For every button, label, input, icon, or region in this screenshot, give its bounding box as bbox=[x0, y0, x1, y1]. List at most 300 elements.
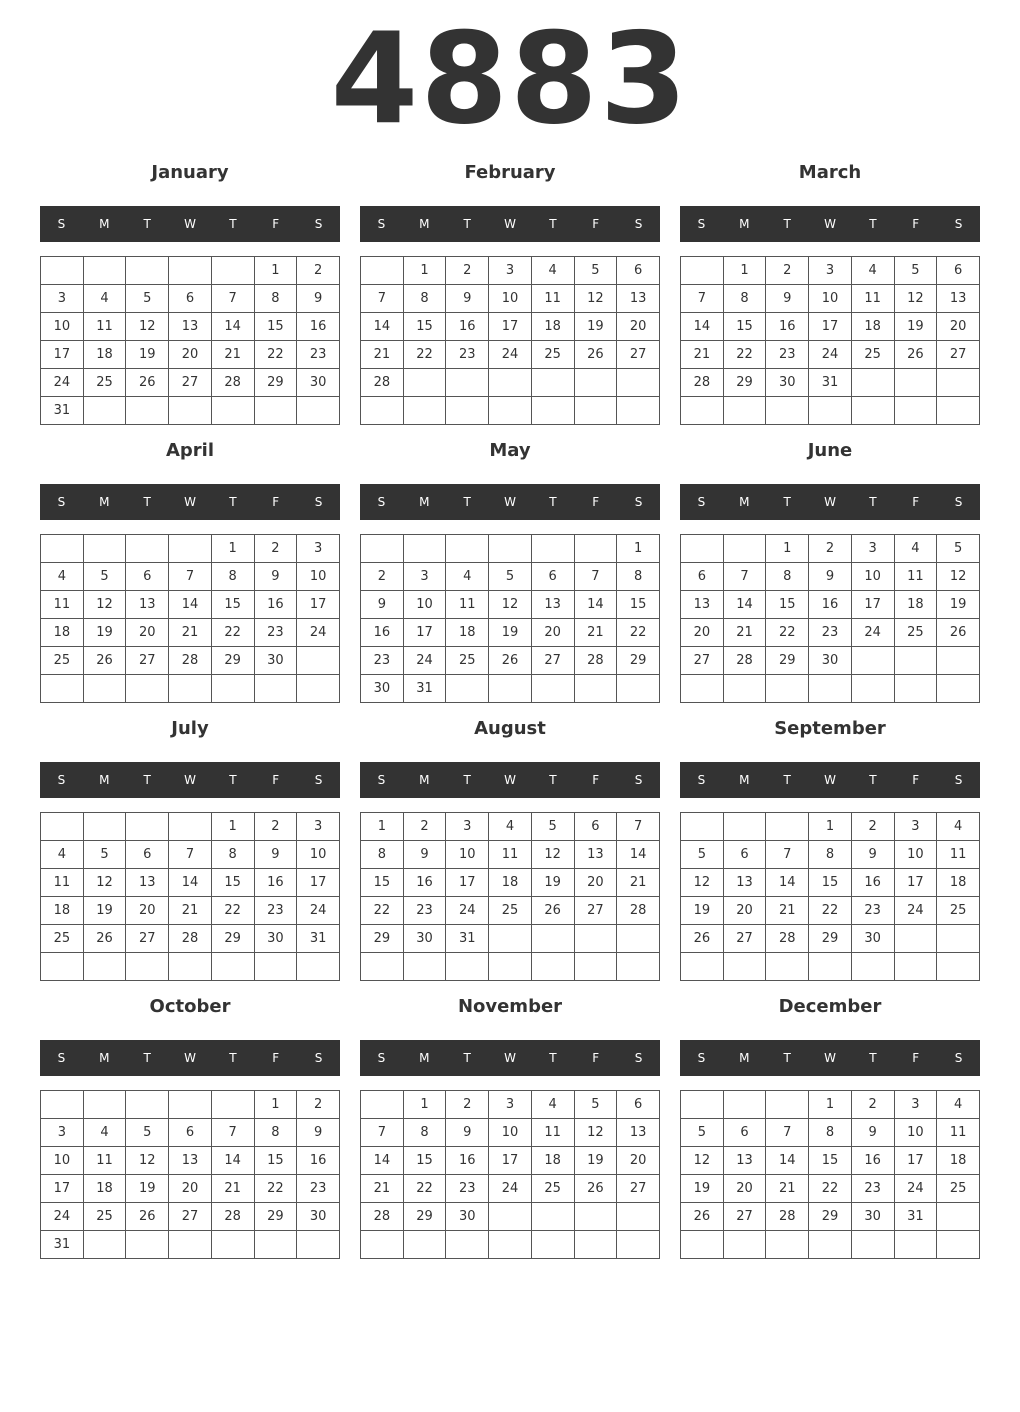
weekday-label: S bbox=[954, 773, 963, 787]
day-cell: 28 bbox=[361, 369, 404, 397]
day-cell: 18 bbox=[83, 341, 126, 369]
day-cell: 8 bbox=[403, 1119, 446, 1147]
day-cell: 18 bbox=[446, 619, 489, 647]
day-cell bbox=[41, 675, 84, 703]
week-row bbox=[361, 813, 660, 841]
day-cell: 27 bbox=[681, 647, 724, 675]
day-cell: 24 bbox=[403, 647, 446, 675]
day-grid bbox=[40, 534, 340, 703]
day-cell: 8 bbox=[211, 563, 254, 591]
year-title: 4883 bbox=[330, 5, 690, 152]
day-cell: 7 bbox=[723, 563, 766, 591]
weekday-header bbox=[40, 484, 340, 520]
week-row bbox=[361, 535, 660, 563]
day-cell: 4 bbox=[446, 563, 489, 591]
day-cell: 16 bbox=[297, 1147, 340, 1175]
day-cell: 17 bbox=[41, 341, 84, 369]
day-cell: 16 bbox=[254, 869, 297, 897]
week-row bbox=[41, 619, 340, 647]
day-cell: 19 bbox=[681, 1175, 724, 1203]
day-cell: 17 bbox=[489, 313, 532, 341]
day-cell bbox=[83, 535, 126, 563]
day-cell: 15 bbox=[809, 1147, 852, 1175]
day-cell: 28 bbox=[681, 369, 724, 397]
day-cell: 9 bbox=[297, 1119, 340, 1147]
month-name: January bbox=[151, 162, 229, 183]
day-cell: 10 bbox=[894, 841, 937, 869]
day-cell: 2 bbox=[297, 1091, 340, 1119]
day-cell: 17 bbox=[894, 869, 937, 897]
day-cell: 17 bbox=[809, 313, 852, 341]
day-cell bbox=[681, 953, 724, 981]
day-cell bbox=[617, 925, 660, 953]
day-cell: 21 bbox=[766, 1175, 809, 1203]
weekday-label: S bbox=[954, 495, 963, 509]
day-cell bbox=[297, 397, 340, 425]
weekday-label: S bbox=[57, 773, 66, 787]
weekday-label: S bbox=[634, 1051, 643, 1065]
day-cell: 24 bbox=[489, 1175, 532, 1203]
day-cell bbox=[894, 1231, 937, 1259]
day-cell: 12 bbox=[83, 869, 126, 897]
day-cell bbox=[574, 369, 617, 397]
day-cell: 11 bbox=[937, 841, 980, 869]
day-cell: 24 bbox=[297, 619, 340, 647]
week-row bbox=[681, 925, 980, 953]
weekday-label: W bbox=[504, 495, 516, 509]
day-cell: 20 bbox=[681, 619, 724, 647]
month-june bbox=[680, 436, 980, 706]
day-cell: 11 bbox=[41, 591, 84, 619]
day-cell: 2 bbox=[851, 1091, 894, 1119]
day-cell: 26 bbox=[894, 341, 937, 369]
day-cell: 23 bbox=[809, 619, 852, 647]
weekday-label: S bbox=[954, 1051, 963, 1065]
week-row bbox=[681, 1231, 980, 1259]
day-cell: 26 bbox=[489, 647, 532, 675]
weekday-label: F bbox=[912, 217, 920, 231]
day-cell: 1 bbox=[211, 813, 254, 841]
week-row bbox=[361, 1203, 660, 1231]
day-cell: 17 bbox=[403, 619, 446, 647]
day-cell: 8 bbox=[254, 285, 297, 313]
day-cell: 15 bbox=[254, 313, 297, 341]
day-cell: 2 bbox=[297, 257, 340, 285]
weekday-label: T bbox=[869, 495, 877, 509]
day-cell: 21 bbox=[361, 1175, 404, 1203]
day-cell: 19 bbox=[126, 341, 169, 369]
day-cell: 1 bbox=[723, 257, 766, 285]
day-cell bbox=[489, 1231, 532, 1259]
day-cell: 15 bbox=[403, 1147, 446, 1175]
day-cell: 25 bbox=[489, 897, 532, 925]
day-cell bbox=[937, 369, 980, 397]
weekday-label: M bbox=[99, 495, 110, 509]
weekday-label: T bbox=[549, 217, 557, 231]
day-cell: 14 bbox=[681, 313, 724, 341]
weekday-header bbox=[40, 206, 340, 242]
day-cell: 14 bbox=[361, 1147, 404, 1175]
month-name: May bbox=[489, 440, 531, 461]
day-cell bbox=[531, 1203, 574, 1231]
day-cell: 22 bbox=[809, 1175, 852, 1203]
day-cell bbox=[41, 257, 84, 285]
week-row bbox=[41, 675, 340, 703]
day-cell bbox=[723, 535, 766, 563]
day-cell: 16 bbox=[297, 313, 340, 341]
day-cell: 4 bbox=[489, 813, 532, 841]
week-row bbox=[361, 397, 660, 425]
day-cell: 5 bbox=[937, 535, 980, 563]
day-cell: 1 bbox=[254, 257, 297, 285]
day-cell: 2 bbox=[851, 813, 894, 841]
day-cell bbox=[809, 675, 852, 703]
day-cell: 11 bbox=[83, 313, 126, 341]
day-cell bbox=[361, 535, 404, 563]
day-cell bbox=[403, 1231, 446, 1259]
day-cell bbox=[126, 397, 169, 425]
day-cell bbox=[489, 675, 532, 703]
day-cell: 11 bbox=[446, 591, 489, 619]
day-cell: 26 bbox=[83, 647, 126, 675]
weekday-label: S bbox=[697, 217, 706, 231]
week-row bbox=[681, 1119, 980, 1147]
day-cell: 17 bbox=[41, 1175, 84, 1203]
day-cell: 3 bbox=[809, 257, 852, 285]
week-row bbox=[681, 535, 980, 563]
day-cell: 9 bbox=[851, 841, 894, 869]
day-cell: 27 bbox=[723, 925, 766, 953]
day-grid bbox=[360, 256, 660, 425]
weekday-label: T bbox=[869, 1051, 877, 1065]
day-cell bbox=[254, 675, 297, 703]
day-cell: 4 bbox=[83, 1119, 126, 1147]
day-cell: 5 bbox=[126, 1119, 169, 1147]
week-row bbox=[41, 591, 340, 619]
day-cell: 25 bbox=[937, 1175, 980, 1203]
weekday-label: S bbox=[634, 217, 643, 231]
day-cell bbox=[574, 1203, 617, 1231]
weekday-label: T bbox=[783, 773, 791, 787]
day-cell: 26 bbox=[83, 925, 126, 953]
day-cell bbox=[361, 1091, 404, 1119]
weekday-label: T bbox=[463, 495, 471, 509]
weekday-label: M bbox=[419, 773, 430, 787]
day-cell bbox=[489, 1203, 532, 1231]
day-cell: 6 bbox=[169, 285, 212, 313]
day-cell: 5 bbox=[126, 285, 169, 313]
day-cell: 15 bbox=[723, 313, 766, 341]
day-cell: 11 bbox=[83, 1147, 126, 1175]
day-cell: 1 bbox=[403, 257, 446, 285]
day-cell: 15 bbox=[809, 869, 852, 897]
day-cell: 6 bbox=[723, 841, 766, 869]
day-cell bbox=[809, 1231, 852, 1259]
day-cell: 31 bbox=[41, 397, 84, 425]
week-row bbox=[681, 369, 980, 397]
weekday-label: T bbox=[783, 1051, 791, 1065]
day-cell: 4 bbox=[937, 813, 980, 841]
day-cell: 14 bbox=[766, 1147, 809, 1175]
weekday-label: S bbox=[377, 1051, 386, 1065]
day-cell: 27 bbox=[617, 1175, 660, 1203]
day-cell bbox=[809, 397, 852, 425]
day-cell: 24 bbox=[41, 369, 84, 397]
weekday-header bbox=[360, 762, 660, 798]
day-cell: 13 bbox=[723, 1147, 766, 1175]
weekday-label: F bbox=[592, 495, 600, 509]
day-cell: 20 bbox=[574, 869, 617, 897]
day-cell: 12 bbox=[574, 1119, 617, 1147]
month-name: March bbox=[798, 162, 862, 183]
day-cell bbox=[681, 813, 724, 841]
day-cell: 14 bbox=[211, 313, 254, 341]
day-cell bbox=[723, 675, 766, 703]
day-cell: 21 bbox=[211, 1175, 254, 1203]
day-cell bbox=[617, 1203, 660, 1231]
day-cell: 13 bbox=[531, 591, 574, 619]
week-row bbox=[361, 619, 660, 647]
week-row bbox=[361, 563, 660, 591]
day-grid bbox=[40, 256, 340, 425]
day-cell bbox=[403, 369, 446, 397]
day-cell: 21 bbox=[169, 619, 212, 647]
day-cell: 7 bbox=[766, 1119, 809, 1147]
day-cell: 15 bbox=[211, 591, 254, 619]
day-cell bbox=[126, 1091, 169, 1119]
day-cell: 6 bbox=[531, 563, 574, 591]
week-row bbox=[41, 953, 340, 981]
week-row bbox=[361, 675, 660, 703]
week-row bbox=[41, 925, 340, 953]
week-row bbox=[681, 341, 980, 369]
month-name: August bbox=[474, 718, 546, 739]
day-cell bbox=[169, 675, 212, 703]
weekday-header bbox=[360, 484, 660, 520]
week-row bbox=[41, 313, 340, 341]
day-cell: 25 bbox=[83, 369, 126, 397]
weekday-label: F bbox=[272, 1051, 280, 1065]
day-cell: 26 bbox=[681, 1203, 724, 1231]
day-cell: 7 bbox=[574, 563, 617, 591]
weekday-label: W bbox=[824, 1051, 836, 1065]
weekday-label: S bbox=[57, 1051, 66, 1065]
day-cell: 20 bbox=[169, 341, 212, 369]
day-cell: 5 bbox=[83, 841, 126, 869]
day-cell bbox=[937, 953, 980, 981]
week-row bbox=[41, 369, 340, 397]
day-cell: 23 bbox=[297, 341, 340, 369]
day-cell: 4 bbox=[531, 1091, 574, 1119]
day-cell: 30 bbox=[851, 925, 894, 953]
day-cell: 3 bbox=[403, 563, 446, 591]
day-cell: 10 bbox=[446, 841, 489, 869]
weekday-label: W bbox=[184, 217, 196, 231]
week-row bbox=[41, 285, 340, 313]
day-cell bbox=[83, 1091, 126, 1119]
weekday-label: T bbox=[869, 773, 877, 787]
day-cell: 8 bbox=[617, 563, 660, 591]
day-cell bbox=[723, 397, 766, 425]
weekday-label: T bbox=[229, 217, 237, 231]
day-cell: 22 bbox=[211, 619, 254, 647]
day-cell bbox=[617, 675, 660, 703]
day-cell: 8 bbox=[766, 563, 809, 591]
week-row bbox=[681, 1175, 980, 1203]
day-cell bbox=[361, 257, 404, 285]
weekday-label: T bbox=[783, 495, 791, 509]
day-grid bbox=[680, 534, 980, 703]
weekday-label: W bbox=[184, 495, 196, 509]
day-cell: 26 bbox=[126, 369, 169, 397]
day-cell: 4 bbox=[41, 841, 84, 869]
month-august bbox=[360, 714, 660, 984]
day-cell bbox=[681, 1231, 724, 1259]
day-cell bbox=[851, 397, 894, 425]
weekday-label: S bbox=[57, 495, 66, 509]
day-cell: 23 bbox=[403, 897, 446, 925]
weekday-label: T bbox=[143, 773, 151, 787]
day-cell bbox=[617, 953, 660, 981]
day-cell: 9 bbox=[809, 563, 852, 591]
day-cell bbox=[446, 397, 489, 425]
day-cell: 16 bbox=[361, 619, 404, 647]
day-cell: 10 bbox=[489, 285, 532, 313]
weekday-label: F bbox=[912, 1051, 920, 1065]
day-cell: 13 bbox=[617, 1119, 660, 1147]
day-cell: 30 bbox=[809, 647, 852, 675]
week-row bbox=[361, 841, 660, 869]
day-cell: 24 bbox=[894, 1175, 937, 1203]
day-cell bbox=[41, 535, 84, 563]
day-cell: 23 bbox=[446, 1175, 489, 1203]
day-cell: 29 bbox=[361, 925, 404, 953]
day-cell: 27 bbox=[169, 1203, 212, 1231]
day-cell bbox=[531, 953, 574, 981]
weekday-label: S bbox=[697, 495, 706, 509]
weekday-label: W bbox=[824, 495, 836, 509]
day-cell bbox=[126, 257, 169, 285]
day-cell: 25 bbox=[531, 1175, 574, 1203]
weekday-label: S bbox=[377, 217, 386, 231]
day-cell bbox=[297, 675, 340, 703]
weekday-label: M bbox=[739, 217, 750, 231]
day-cell: 22 bbox=[617, 619, 660, 647]
day-cell: 5 bbox=[574, 1091, 617, 1119]
day-cell: 25 bbox=[531, 341, 574, 369]
day-cell: 18 bbox=[531, 1147, 574, 1175]
day-cell: 6 bbox=[937, 257, 980, 285]
day-cell: 27 bbox=[126, 925, 169, 953]
day-cell: 6 bbox=[681, 563, 724, 591]
day-cell: 16 bbox=[446, 1147, 489, 1175]
weekday-label: W bbox=[824, 217, 836, 231]
weekday-label: F bbox=[272, 773, 280, 787]
day-cell bbox=[403, 953, 446, 981]
day-cell bbox=[41, 953, 84, 981]
day-cell: 2 bbox=[446, 257, 489, 285]
day-cell: 18 bbox=[489, 869, 532, 897]
day-cell bbox=[851, 647, 894, 675]
day-cell: 15 bbox=[617, 591, 660, 619]
day-cell: 13 bbox=[617, 285, 660, 313]
day-cell: 3 bbox=[297, 535, 340, 563]
day-cell: 5 bbox=[489, 563, 532, 591]
day-cell bbox=[574, 1231, 617, 1259]
week-row bbox=[41, 1091, 340, 1119]
day-cell: 11 bbox=[531, 1119, 574, 1147]
day-cell: 29 bbox=[254, 1203, 297, 1231]
day-cell: 17 bbox=[894, 1147, 937, 1175]
weekday-label: W bbox=[824, 773, 836, 787]
month-name: April bbox=[165, 440, 215, 461]
day-cell: 7 bbox=[169, 841, 212, 869]
weekday-header bbox=[40, 1040, 340, 1076]
day-cell: 1 bbox=[617, 535, 660, 563]
weekday-label: M bbox=[419, 1051, 430, 1065]
day-cell bbox=[851, 953, 894, 981]
day-cell: 31 bbox=[809, 369, 852, 397]
day-cell: 22 bbox=[403, 1175, 446, 1203]
day-cell: 20 bbox=[169, 1175, 212, 1203]
day-cell bbox=[169, 257, 212, 285]
day-cell: 20 bbox=[723, 897, 766, 925]
weekday-label: M bbox=[99, 217, 110, 231]
day-cell: 7 bbox=[617, 813, 660, 841]
week-row bbox=[41, 647, 340, 675]
weekday-label: T bbox=[143, 1051, 151, 1065]
weekday-label: W bbox=[504, 773, 516, 787]
day-cell: 15 bbox=[766, 591, 809, 619]
day-cell: 23 bbox=[254, 619, 297, 647]
weekday-header bbox=[680, 762, 980, 798]
day-cell: 19 bbox=[937, 591, 980, 619]
day-cell: 28 bbox=[723, 647, 766, 675]
day-cell: 30 bbox=[766, 369, 809, 397]
day-cell: 6 bbox=[723, 1119, 766, 1147]
month-name: October bbox=[149, 996, 231, 1017]
day-cell: 6 bbox=[574, 813, 617, 841]
day-cell: 21 bbox=[361, 341, 404, 369]
day-cell: 28 bbox=[617, 897, 660, 925]
day-cell bbox=[681, 257, 724, 285]
day-cell bbox=[531, 675, 574, 703]
day-cell bbox=[403, 535, 446, 563]
weekday-label: F bbox=[912, 773, 920, 787]
month-march bbox=[680, 158, 980, 428]
day-cell: 23 bbox=[297, 1175, 340, 1203]
day-cell: 18 bbox=[41, 897, 84, 925]
weekday-label: T bbox=[143, 495, 151, 509]
day-cell: 26 bbox=[681, 925, 724, 953]
day-cell: 14 bbox=[766, 869, 809, 897]
day-cell: 12 bbox=[574, 285, 617, 313]
day-cell: 3 bbox=[41, 1119, 84, 1147]
week-row bbox=[41, 813, 340, 841]
day-cell: 29 bbox=[254, 369, 297, 397]
day-cell: 3 bbox=[851, 535, 894, 563]
week-row bbox=[41, 1231, 340, 1259]
week-row bbox=[361, 341, 660, 369]
day-cell: 6 bbox=[617, 257, 660, 285]
day-cell bbox=[254, 953, 297, 981]
weekday-label: T bbox=[549, 1051, 557, 1065]
day-cell: 10 bbox=[489, 1119, 532, 1147]
day-cell: 31 bbox=[41, 1231, 84, 1259]
day-cell: 20 bbox=[617, 1147, 660, 1175]
day-cell: 20 bbox=[723, 1175, 766, 1203]
day-cell: 29 bbox=[809, 1203, 852, 1231]
